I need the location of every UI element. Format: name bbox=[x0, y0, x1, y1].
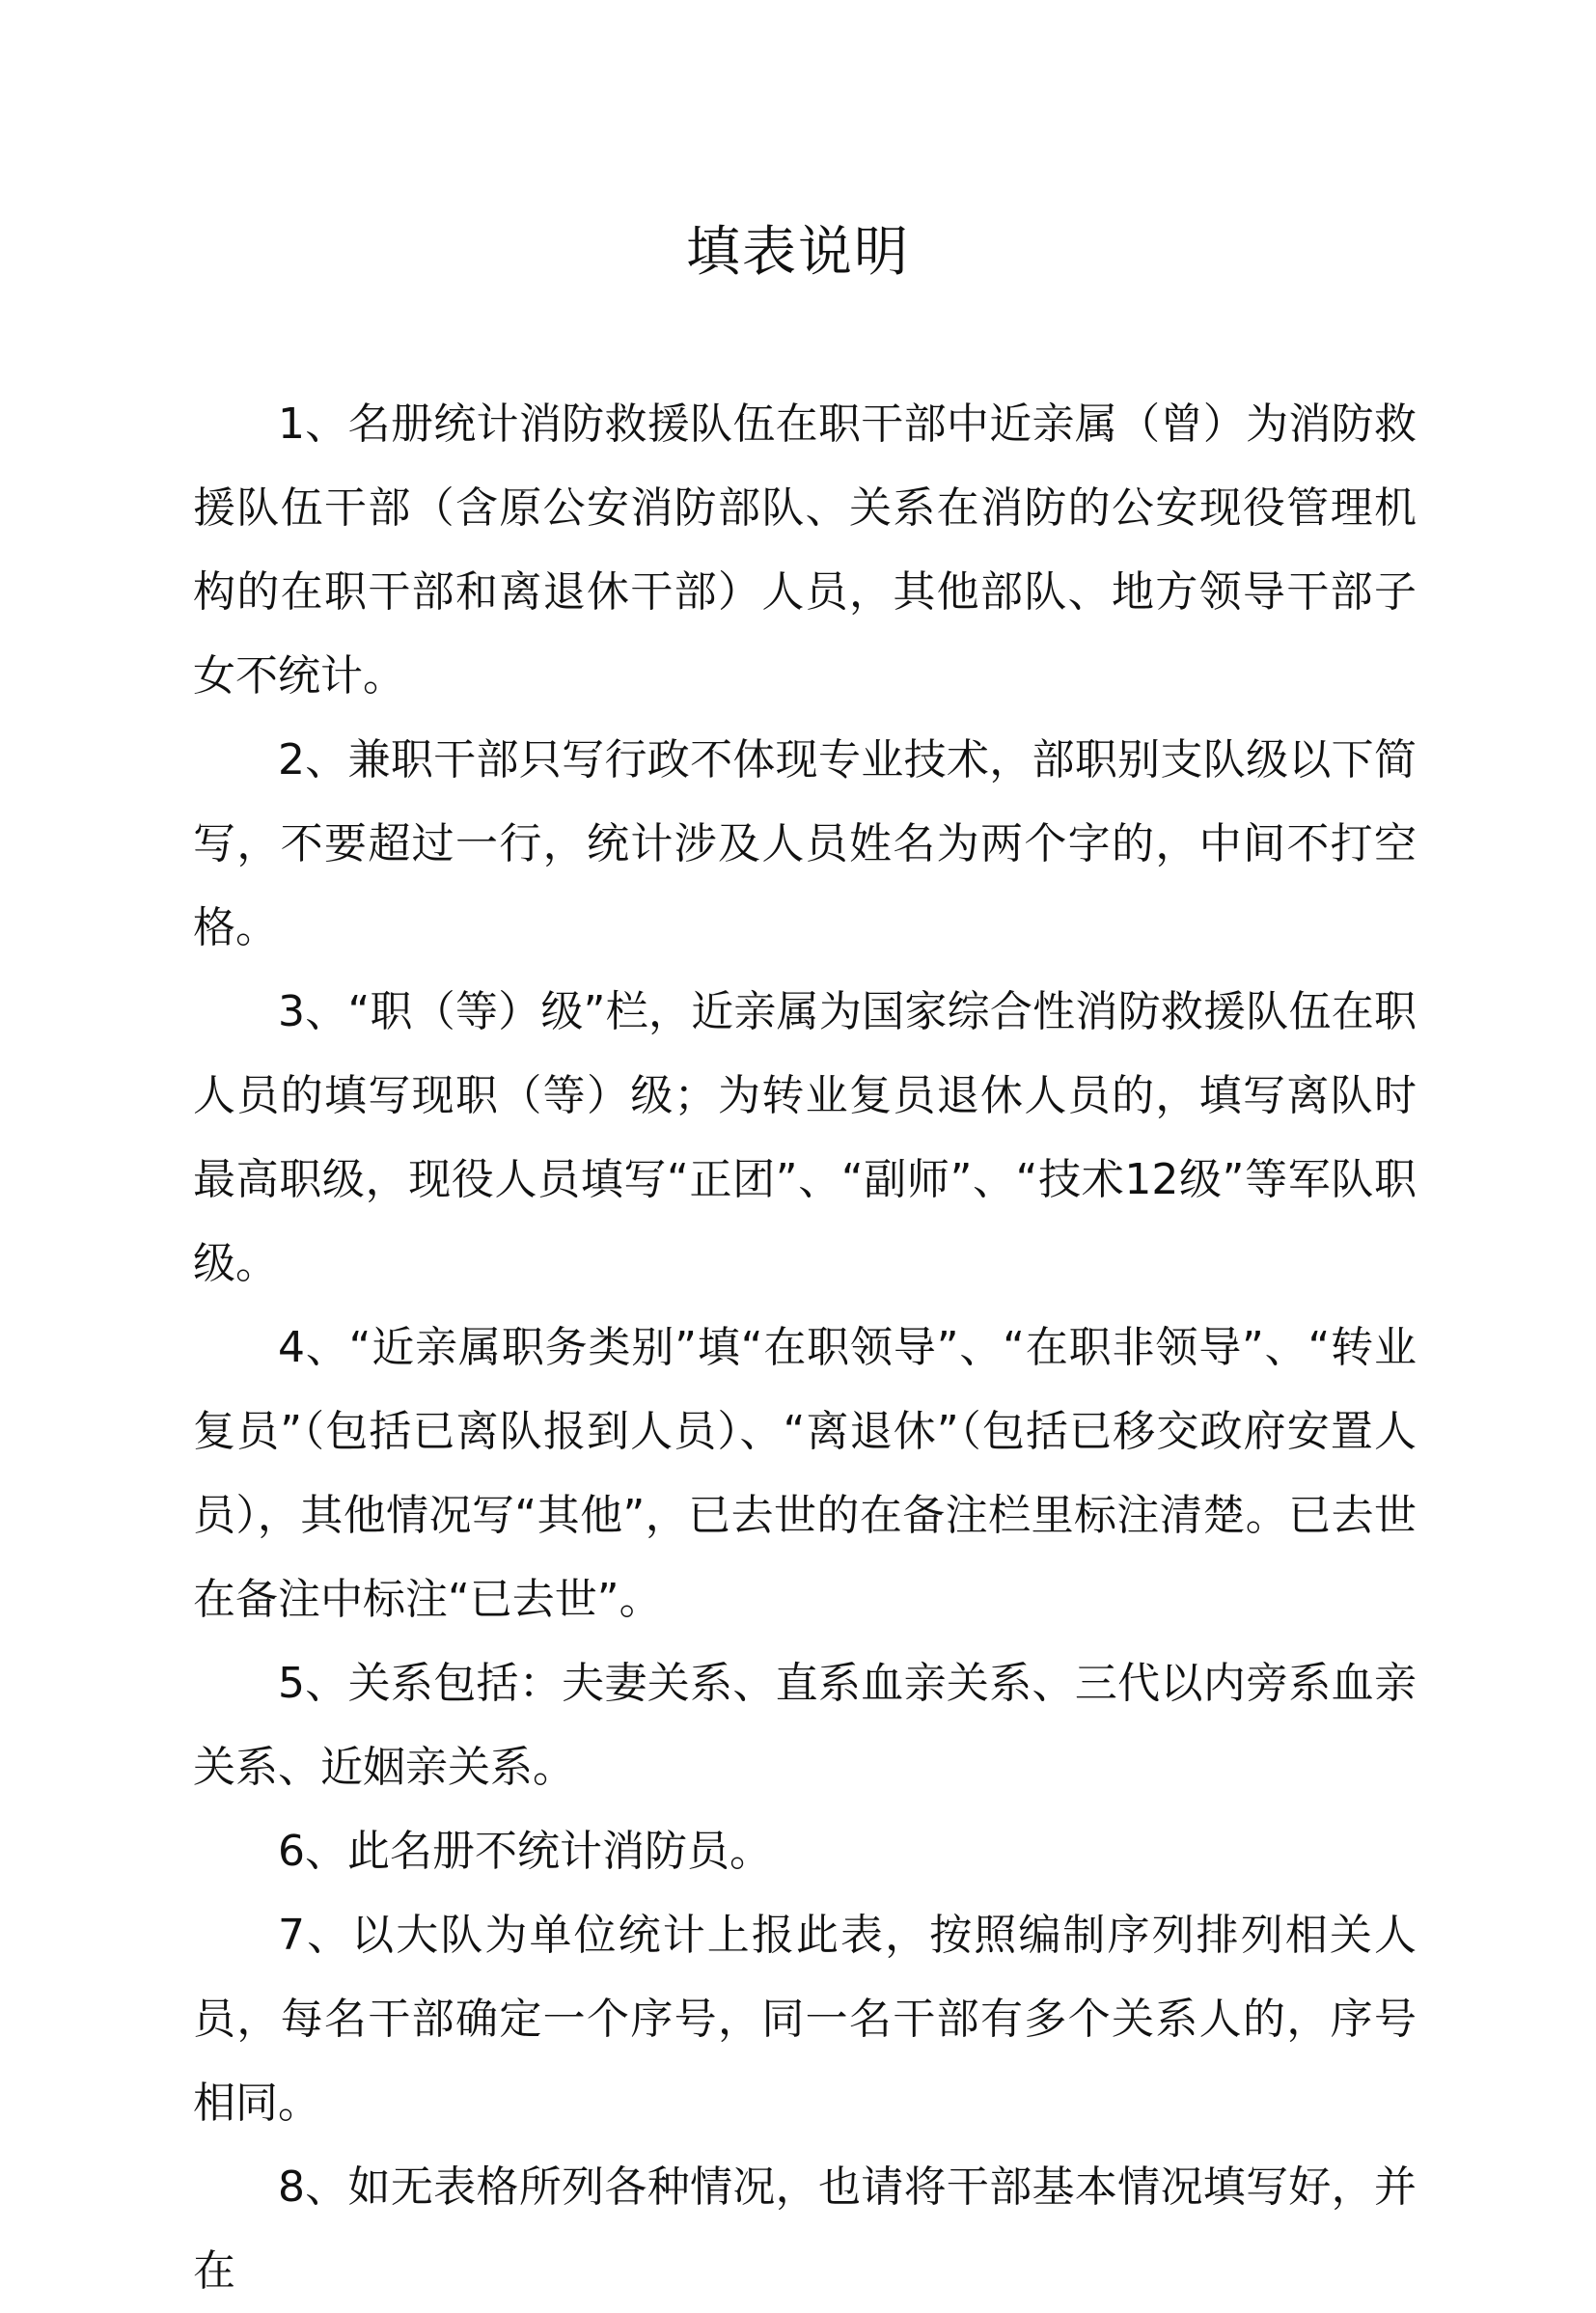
instruction-item-2: 2、兼职干部只写行政不体现专业技术，部职别支队级以下简写，不要超过一行，统计涉及人员姓名为两个字的，中间不打空格。 bbox=[193, 735, 1417, 952]
instructions-body bbox=[193, 382, 1417, 2313]
instruction-item-3: 3、“职（等）级”栏，近亲属为国家综合性消防救援队伍在职人员的填写现职（等）级；为转业复员退休人员的，填写离队时最高职级，现役人员填写“正团”、“副师”、“技术12级”等军队职级。 bbox=[193, 987, 1417, 1288]
instruction-item-5: 5、关系包括：夫妻关系、直系血亲关系、三代以内旁系血亲关系、近姻亲关系。 bbox=[193, 1659, 1417, 1792]
instruction-item-8: 8、如无表格所列各种情况，也请将干部基本情况填写好，并在 bbox=[193, 2162, 1417, 2296]
instruction-item-4: 4、“近亲属职务类别”填“在职领导”、“在职非领导”、“转业复员”（包括已离队报到人员）、“离退休”（包括已移交政府安置人员），其他情况写“其他”，已去世的在备注栏里标注清楚。已去世在备注中标注“已去世”。 bbox=[193, 1323, 1417, 1624]
instruction-item-1: 1、名册统计消防救援队伍在职干部中近亲属（曾）为消防救援队伍干部（含原公安消防部队、关系在消防的公安现役管理机构的在职干部和离退休干部）人员，其他部队、地方领导干部子女不统计。 bbox=[193, 399, 1417, 701]
page-title: 填表说明 bbox=[686, 221, 910, 284]
instruction-item-7: 7、以大队为单位统计上报此表，按照编制序列排列相关人员，每名干部确定一个序号，同一名干部有多个关系人的，序号相同。 bbox=[193, 1911, 1417, 2128]
instruction-item-6: 6、此名册不统计消防员。 bbox=[278, 1827, 772, 1876]
